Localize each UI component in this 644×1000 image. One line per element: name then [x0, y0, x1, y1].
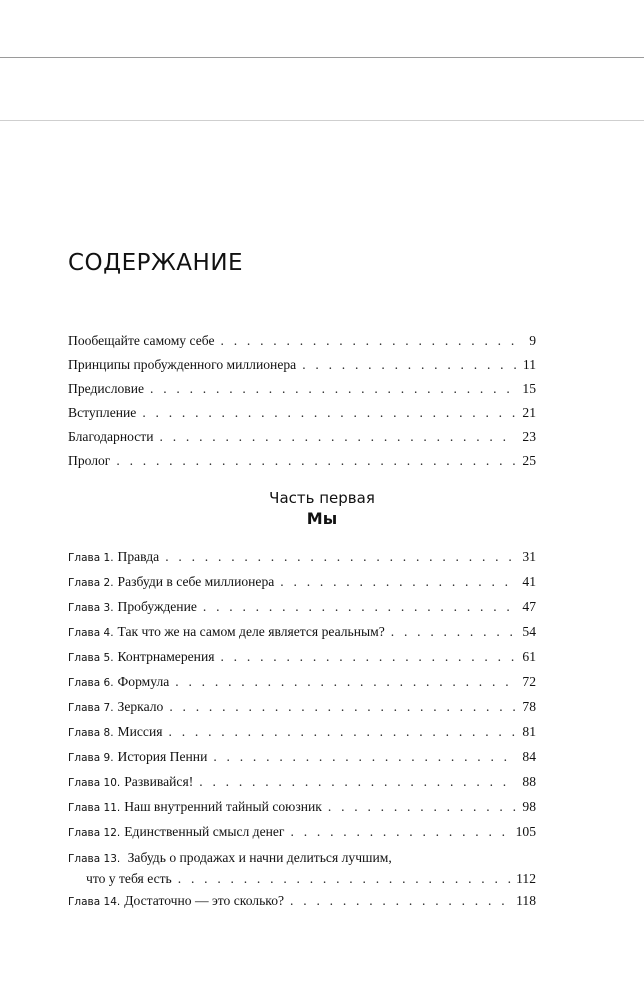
- dot-leader: [199, 770, 516, 794]
- dot-leader: [160, 425, 517, 449]
- chapter-entry[interactable]: [68, 720, 536, 745]
- chapter-title: Единственный смысл денег: [124, 824, 285, 839]
- chapter-title: Контрнамерения: [117, 649, 215, 664]
- entry-page: 23: [522, 429, 536, 444]
- chapter-entry[interactable]: [68, 620, 536, 645]
- toc-entry[interactable]: [68, 425, 536, 449]
- chapter-entry[interactable]: [68, 645, 536, 670]
- toc-entry[interactable]: [68, 329, 536, 353]
- chapter-title-line1: Забудь о продажах и начни делиться лучшим,: [127, 850, 392, 865]
- dot-leader: [169, 720, 517, 744]
- entry-label: Благодарности: [68, 429, 154, 444]
- header-rule-second: [0, 120, 644, 121]
- entry-label: Предисловие: [68, 381, 145, 396]
- toc-entry[interactable]: [68, 377, 536, 401]
- dot-leader: [116, 449, 516, 473]
- chapter-title: Разбуди в себе миллионера: [117, 574, 275, 589]
- dot-leader: [169, 695, 516, 719]
- entry-page: 21: [522, 405, 536, 420]
- chapter-title-line1-row: [68, 845, 536, 869]
- chapter-number: Глава 6.: [68, 677, 114, 689]
- chapter-number: Глава 1.: [68, 552, 114, 564]
- dot-leader: [328, 795, 516, 819]
- entry-page: 11: [522, 357, 536, 372]
- dot-leader: [178, 869, 512, 889]
- chapter-number: Глава 9.: [68, 752, 114, 764]
- chapter-page: 54: [522, 624, 536, 639]
- chapter-title: Наш внутренний тайный союзник: [124, 799, 322, 814]
- chapter-title: История Пенни: [117, 749, 208, 764]
- chapter-title: Достаточно — это сколько?: [124, 893, 285, 908]
- chapter-page: 112: [516, 871, 536, 886]
- chapter-page: 72: [522, 674, 536, 689]
- chapter-title: Правда: [117, 549, 160, 564]
- chapter-page: 81: [522, 724, 536, 739]
- chapter-page: 47: [522, 599, 536, 614]
- dot-leader: [213, 745, 516, 769]
- chapter-entry[interactable]: [68, 820, 536, 845]
- chapter-entry[interactable]: [68, 770, 536, 795]
- chapter-list: [68, 545, 536, 914]
- dot-leader: [220, 645, 516, 669]
- chapter-number: Глава 10.: [68, 777, 121, 789]
- entry-label: Пообещайте самому себе: [68, 333, 215, 348]
- part-name: Мы: [306, 509, 338, 528]
- chapter-number: Глава 14.: [68, 896, 121, 908]
- entry-page: 15: [522, 381, 536, 396]
- dot-leader: [150, 377, 516, 401]
- chapter-number: Глава 2.: [68, 577, 114, 589]
- entry-page: 25: [522, 453, 536, 468]
- chapter-entry[interactable]: [68, 745, 536, 770]
- dot-leader: [302, 353, 516, 377]
- chapter-page: 78: [522, 699, 536, 714]
- dot-leader: [142, 401, 516, 425]
- entry-label: Принципы пробужденного миллионера: [68, 357, 297, 372]
- chapter-title: Миссия: [117, 724, 163, 739]
- chapter-title: Пробуждение: [117, 599, 197, 614]
- chapter-number: Глава 13.: [68, 853, 121, 865]
- dot-leader: [203, 595, 516, 619]
- chapter-page: 31: [522, 549, 536, 564]
- chapter-page: 41: [522, 574, 536, 589]
- dot-leader: [280, 570, 516, 594]
- chapter-number: Глава 7.: [68, 702, 114, 714]
- entry-page: 9: [529, 333, 536, 348]
- chapter-title: Зеркало: [117, 699, 164, 714]
- part-label: Часть первая: [269, 489, 375, 507]
- chapter-page: 84: [522, 749, 536, 764]
- chapter-page: 105: [515, 824, 536, 839]
- chapter-number: Глава 11.: [68, 802, 121, 814]
- toc-entry[interactable]: [68, 401, 536, 425]
- toc-entry[interactable]: [68, 353, 536, 377]
- chapter-title: Так что же на самом деле является реальным?: [117, 624, 385, 639]
- chapter-title-line2-row: [68, 869, 536, 889]
- entry-label: Вступление: [68, 405, 137, 420]
- chapter-entry[interactable]: [68, 570, 536, 595]
- dot-leader: [391, 620, 516, 644]
- entry-label: Пролог: [68, 453, 111, 468]
- dot-leader: [175, 670, 516, 694]
- chapter-title: Развивайся!: [124, 774, 194, 789]
- dot-leader: [291, 820, 512, 844]
- chapter-number: Глава 3.: [68, 602, 114, 614]
- chapter-title-line2: что у тебя есть: [86, 871, 172, 886]
- header-rule-top: [0, 57, 644, 58]
- front-matter-list: [68, 329, 536, 473]
- chapter-number: Глава 8.: [68, 727, 114, 739]
- dot-leader: [165, 545, 516, 569]
- chapter-page: 61: [522, 649, 536, 664]
- chapter-number: Глава 5.: [68, 652, 114, 664]
- chapter-entry[interactable]: [68, 695, 536, 720]
- chapter-number: Глава 4.: [68, 627, 114, 639]
- chapter-entry[interactable]: [68, 545, 536, 570]
- part-heading: [0, 488, 644, 530]
- chapter-entry[interactable]: [68, 595, 536, 620]
- toc-entry[interactable]: [68, 449, 536, 473]
- chapter-entry[interactable]: [68, 795, 536, 820]
- dot-leader: [290, 889, 512, 913]
- chapter-page: 88: [522, 774, 536, 789]
- chapter-number: Глава 12.: [68, 827, 121, 839]
- page-title: СОДЕРЖАНИЕ: [68, 250, 244, 276]
- chapter-page: 118: [516, 893, 536, 908]
- chapter-title: Формула: [117, 674, 170, 689]
- chapter-entry[interactable]: [68, 845, 536, 889]
- chapter-entry[interactable]: [68, 670, 536, 695]
- dot-leader: [221, 329, 516, 353]
- chapter-page: 98: [522, 799, 536, 814]
- chapter-entry[interactable]: [68, 889, 536, 914]
